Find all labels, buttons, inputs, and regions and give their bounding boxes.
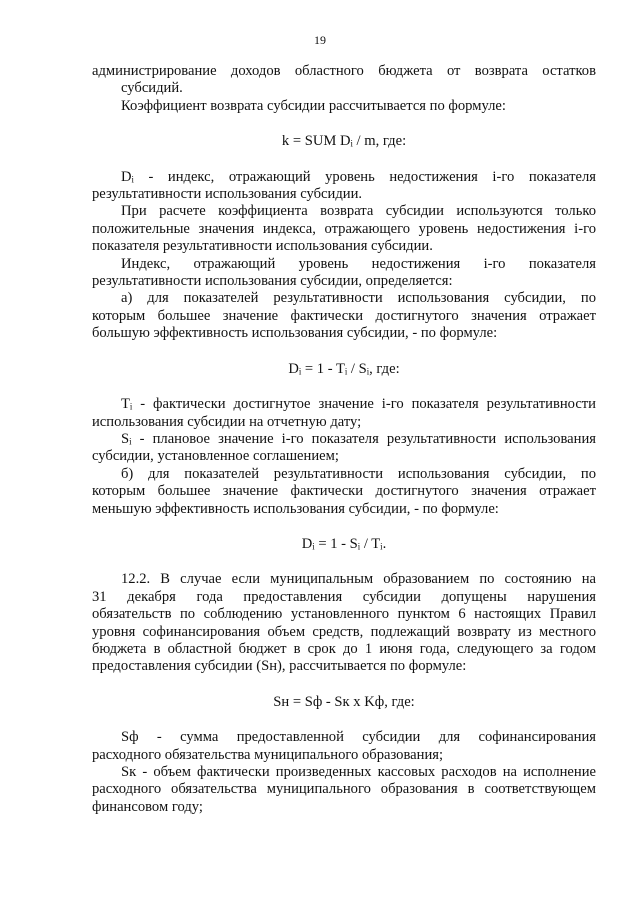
- text-line: Sк - объем фактически произведенных кассовых расходов на исполнение: [121, 764, 596, 780]
- text-line: Sф - сумма предоставленной субсидии для софинансирования: [121, 729, 596, 746]
- text-line: субсидий.: [121, 80, 183, 97]
- text-line: Dᵢ - индекс, отражающий уровень недостижения i-го показателя: [121, 168, 596, 185]
- text-line: расходного обязательства муниципального образования в соответствующем: [92, 781, 596, 798]
- formula-d-a: Dᵢ = 1 - Tᵢ / Sᵢ, где:: [288, 360, 400, 377]
- text-line: уровня софинансирования объем средств, подлежащий возврату из местного: [92, 623, 596, 640]
- text-line: Sᵢ - плановое значение i-го показателя результативности использования: [121, 430, 596, 447]
- text-line: При расчете коэффициента возврата субсидии используются только: [121, 203, 596, 220]
- text-line: а) для показателей результативности использования субсидии, по: [121, 290, 596, 307]
- text-line: предоставления субсидии (Sн), рассчитывается по формуле:: [92, 658, 467, 675]
- text-line: финансовом году;: [92, 798, 203, 815]
- text-line: результативности использования субсидии, определяется:: [92, 273, 453, 290]
- formula-sn: Sн = Sф - Sк x Kф, где:: [273, 693, 415, 710]
- text-line: большую эффективность использования субсидии, - по формуле:: [92, 325, 498, 342]
- text-line: результативности использования субсидии.: [92, 186, 363, 203]
- text-line: показателя результативности использования субсидии.: [92, 238, 433, 255]
- text-line: Tᵢ - фактически достигнутое значение i-го показателя результативности: [121, 396, 596, 413]
- text-line: положительные значения индекса, отражающего уровень недостижения i-го: [92, 220, 596, 237]
- text-line: администрирование доходов областного бюджета от возврата остатков: [92, 63, 596, 79]
- page-number: 19: [314, 33, 326, 47]
- text-line: субсидии, установленное соглашением;: [92, 448, 339, 465]
- text-line: б) для показателей результативности использования субсидии, по: [121, 465, 596, 482]
- text-line: бюджета в областной бюджет в срок до 1 июня года, следующего за годом: [92, 640, 596, 657]
- text-line: которым большее значение фактически достигнутого значения отражает: [92, 483, 596, 500]
- formula-d-b: Dᵢ = 1 - Sᵢ / Tᵢ.: [301, 535, 387, 552]
- text-line: которым большее значение фактически достигнутого значения отражает: [92, 307, 596, 324]
- text-line: 31 декабря года предоставления субсидии допущены нарушения: [92, 588, 596, 605]
- text-line: меньшую эффективность использования субсидии, - по формуле:: [92, 500, 499, 517]
- text-line: Коэффициент возврата субсидии рассчитывается по формуле:: [121, 97, 506, 114]
- document-body: [92, 63, 596, 816]
- text-line: обязательств по соблюдению установленного пунктом 6 настоящих Правил: [92, 606, 596, 623]
- text-line: расходного обязательства муниципального образования;: [92, 746, 444, 763]
- text-line: использования субсидии на отчетную дату;: [92, 413, 362, 430]
- formula-k: k = SUM Dᵢ / m, где:: [281, 133, 407, 150]
- text-line: 12.2. В случае если муниципальным образованием по состоянию на: [121, 571, 596, 588]
- text-line: Индекс, отражающий уровень недостижения i-го показателя: [121, 255, 596, 272]
